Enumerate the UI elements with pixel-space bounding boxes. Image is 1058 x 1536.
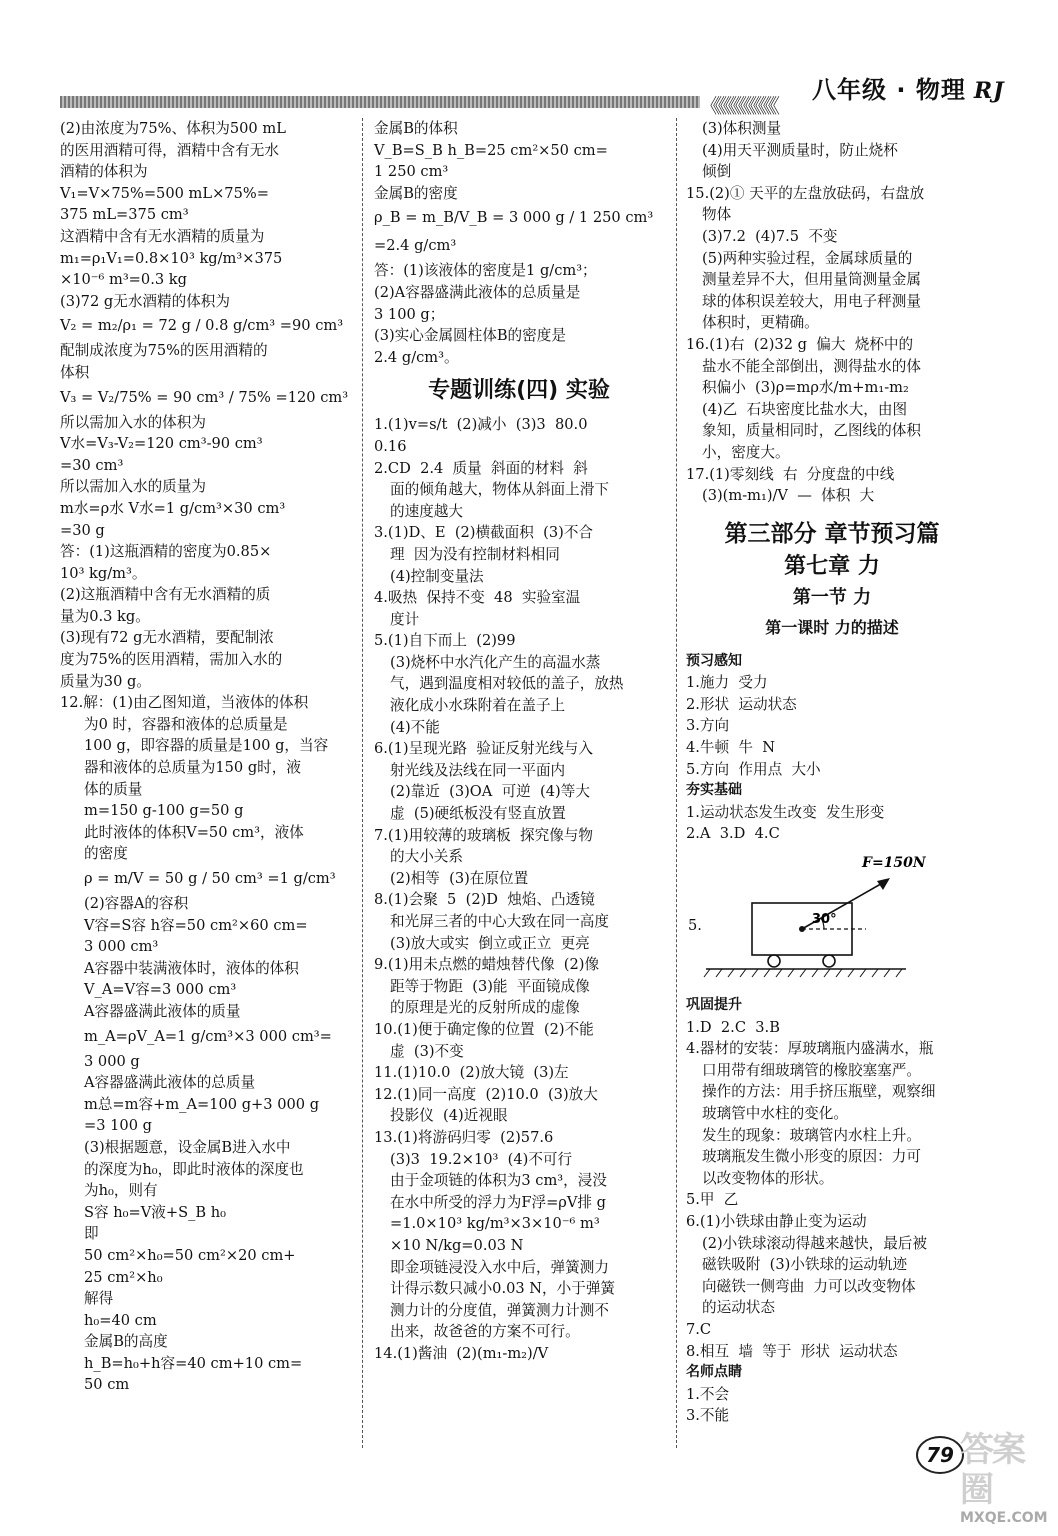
text-line: 在水中所受的浮力为F浮=ρV排 g — [390, 1193, 606, 1211]
text-line: 象知，质量相同时，乙图线的体积 — [702, 422, 921, 440]
text-block — [686, 672, 978, 780]
text-line: 的原理是光的反射所成的虚像 — [390, 999, 580, 1017]
text-line: m₁=ρ₁V₁=0.8×10³ kg/m³×375 — [60, 249, 283, 267]
text-line: 物体 — [702, 206, 732, 224]
text-line: 4.牛顿 牛 N — [686, 739, 776, 757]
text-line: 这酒精中含有无水酒精的质量为 — [60, 227, 265, 245]
text-line: m总=m容+m_A=100 g+3 000 g — [84, 1095, 320, 1113]
text-line: (5)两种实验过程，金属球质量的 — [702, 249, 913, 267]
text-line: 3.(1)D、E (2)横截面积 (3)不合 — [374, 524, 594, 542]
text-line: 测量差异不大，但用量筒测量金属 — [702, 271, 921, 289]
text-line: (3)根据题意，设金属B进入水中 — [84, 1138, 291, 1156]
text-line: 小，密度大。 — [702, 443, 790, 461]
text-line: A容器盛满此液体的总质量 — [84, 1074, 256, 1092]
text-line: =1.0×10³ kg/m³×3×10⁻⁶ m³ — [390, 1215, 600, 1233]
text-line: 球的体积误差较大，用电子秤测量 — [702, 292, 921, 310]
text-line: 以改变物体的形状。 — [702, 1169, 834, 1187]
text-line: 0.16 — [374, 437, 407, 455]
text-line: 的速度越大 — [390, 502, 463, 520]
text-line: (2)容器A的容积 — [84, 895, 189, 912]
text-line: 的运动状态 — [702, 1299, 775, 1317]
label-preview: 预习感知 — [686, 652, 742, 669]
label-teacher-tips: 名师点睛 — [686, 1364, 742, 1381]
label-basics: 夯实基础 — [686, 782, 742, 799]
text-line: 答：(1)这瓶酒精的密度为0.85× — [60, 543, 272, 561]
text-line: 所以需加入水的质量为 — [60, 478, 206, 496]
diagram-number: 5. — [688, 917, 702, 935]
text-line: 4.吸热 保持不变 48 实验室温 — [374, 589, 581, 607]
text-line: (4)控制变量法 — [390, 567, 484, 585]
text-line: 出来，故爸爸的方案不可行。 — [390, 1323, 580, 1341]
text-line: 此时液体的体积V=50 cm³，液体 — [84, 823, 304, 841]
text-line: 即 — [84, 1225, 99, 1243]
text-line: 25 cm²×h₀ — [84, 1268, 163, 1286]
text-line: 的密度 — [84, 845, 128, 863]
lesson-heading: 第一课时 力的描述 — [765, 617, 899, 637]
header-chevrons: 《《《《《《《《《《《《《 — [700, 94, 775, 118]
text-line: 1.不会 — [686, 1385, 730, 1403]
text-block — [686, 802, 978, 845]
text-line: h₀=40 cm — [84, 1311, 157, 1329]
text-line: 的深度为h₀，即此时液体的深度也 — [84, 1160, 304, 1178]
watermark-logo — [960, 1430, 1055, 1530]
text-line: 质量为30 g。 — [60, 672, 151, 690]
text-line: 9.(1)用未点燃的蜡烛替代像 (2)像 — [374, 956, 600, 974]
label-consolidation: 巩固提升 — [686, 997, 742, 1014]
text-line: 14.(1)酱油 (2)(m₁-m₂)/V — [374, 1344, 549, 1362]
text-line: V容=S容 h容=50 cm²×60 cm= — [84, 916, 308, 934]
text-line: 3 000 cm³ — [84, 938, 159, 956]
text-line: 解得 — [84, 1290, 114, 1308]
text-line: 2.CD 2.4 质量 斜面的材料 斜 — [374, 459, 588, 477]
text-line: (2)靠近 (3)OA 可逆 (4)等大 — [390, 783, 590, 801]
edition-label: RJ — [973, 78, 1005, 104]
text-line: 12.解：(1)由乙图知道，当液体的体积 — [60, 694, 309, 712]
text-line: 由于金项链的体积为3 cm³，浸没 — [390, 1172, 607, 1190]
text-line: 3 100 g； — [374, 305, 445, 323]
text-line: 1.施力 受力 — [686, 674, 768, 692]
text-line: 3 000 g — [84, 1052, 140, 1070]
text-line: 3.不能 — [686, 1407, 730, 1425]
text-line: 金属B的密度 — [374, 184, 458, 202]
text-line: 射光线及法线在同一平面内 — [390, 761, 566, 779]
text-line: 4.器材的安装：厚玻璃瓶内盛满水，瓶 — [686, 1040, 934, 1058]
text-line: 体的质量 — [84, 780, 143, 798]
text-line: V水=V₃-V₂=120 cm³-90 cm³ — [60, 435, 263, 453]
section-heading: 专题训练(四) 实验 — [428, 378, 610, 404]
text-line: 2.形状 运动状态 — [686, 695, 797, 713]
text-line: (3)72 g无水酒精的体积为 — [60, 292, 230, 310]
text-line: 2.4 g/cm³。 — [374, 348, 459, 366]
text-line: 体积 — [60, 363, 90, 381]
text-line: 为0 时，容器和液体的总质量是 — [84, 715, 288, 733]
text-line: (3)放大或实 倒立或正立 更亮 — [390, 934, 590, 952]
text-line: 3.方向 — [686, 717, 730, 735]
text-line: 答：(1)该液体的密度是1 g/cm³； — [374, 262, 597, 280]
text-line: 倾倒 — [702, 163, 732, 181]
text-line: 计得示数只减小0.03 N，小于弹簧 — [390, 1280, 616, 1298]
text-line: 距等于物距 (3)能 平面镜成像 — [390, 977, 590, 995]
text-line: 所以需加入水的体积为 — [60, 413, 206, 431]
text-line: 即金项链浸没入水中后，弹簧测力 — [390, 1258, 609, 1276]
wheel-right — [823, 955, 835, 967]
ground-hatch — [704, 969, 902, 977]
text-line: 50 cm²×h₀=50 cm²×20 cm+ — [84, 1246, 296, 1264]
text-line: 15.(2)① 天平的左盘放砝码，右盘放 — [686, 184, 925, 202]
angle-label: 30° — [812, 912, 837, 928]
text-line: 10³ kg/m³。 — [60, 564, 147, 582]
text-line: 7.(1)用较薄的玻璃板 探究像与物 — [374, 826, 593, 844]
text-line: 体积时，更精确。 — [702, 314, 819, 332]
chapter-heading: 第七章 力 — [784, 553, 880, 579]
text-line: (3)3 19.2×10³ (4)不可行 — [390, 1150, 573, 1168]
text-line: 的医用酒精可得，酒精中含有无水 — [60, 141, 279, 159]
text-line: 6.(1)小铁球由静止变为运动 — [686, 1212, 867, 1230]
text-line: (3)现有72 g无水酒精，要配制浓 — [60, 629, 274, 647]
text-line: ×10⁻⁶ m³=0.3 kg — [60, 271, 187, 289]
text-line: 虚 (3)不变 — [390, 1042, 464, 1060]
text-line: 7.C — [686, 1320, 712, 1338]
force-diagram — [686, 845, 978, 995]
text-line: 100 g，即容器的质量是100 g，当容 — [84, 737, 329, 755]
text-line: (2)A容器盛满此液体的总质量是 — [374, 283, 581, 301]
answer-column-left — [60, 118, 350, 1396]
text-block — [686, 1017, 978, 1363]
text-line: 6.(1)呈现光路 验证反射光线与入 — [374, 740, 593, 758]
text-line: 金属B的高度 — [84, 1333, 168, 1351]
force-diagram-svg — [686, 845, 978, 995]
text-line: 理 因为没有控制材料相同 — [390, 545, 560, 563]
text-line: =30 cm³ — [60, 456, 124, 474]
page-number: 79 — [916, 1436, 964, 1474]
text-line: 50 cm — [84, 1376, 130, 1394]
text-line: 玻璃瓶发生微小形变的原因：力可 — [702, 1148, 921, 1166]
text-line: 发生的现象：玻璃管内水柱上升。 — [702, 1126, 921, 1144]
watermark-text: 答案圈 — [960, 1430, 1024, 1510]
text-line: 17.(1)零刻线 右 分度盘的中线 — [686, 465, 895, 483]
text-line: V_B=S_B h_B=25 cm²×50 cm= — [374, 141, 608, 159]
text-line: (4)乙 石块密度比盐水大，由图 — [702, 400, 908, 418]
text-line: 1.D 2.C 3.B — [686, 1018, 780, 1036]
text-line: A容器中装满液体时，液体的体积 — [84, 959, 299, 977]
text-line: (2)相等 (3)在原位置 — [390, 869, 529, 887]
text-line: ρ_B = m_B/V_B = 3 000 g / 1 250 cm³ =2.4 g/cm³ — [374, 209, 658, 255]
text-line: 度为75%的医用酒精，需加入水的 — [60, 651, 283, 669]
header-title: 八年级 · 物理 RJ — [812, 76, 1005, 104]
text-line: 配制成浓度为75%的医用酒精的 — [60, 342, 268, 360]
page-header — [0, 0, 1058, 118]
text-line: 16.(1)右 (2)32 g 偏大 烧杯中的 — [686, 335, 914, 353]
text-line: 虚 (5)硬纸板没有竖直放置 — [390, 805, 566, 823]
arrowhead — [877, 878, 890, 890]
text-block — [686, 118, 978, 507]
header-bar — [60, 96, 700, 108]
force-label: F=150N — [862, 855, 926, 872]
text-line: 积偏小 (3)ρ=mρ水/m+m₁-m₂ — [702, 379, 909, 397]
answer-column-right — [686, 118, 978, 1427]
text-line: V₃ = V₂/75% = 90 cm³ / 75% =120 cm³ — [60, 388, 349, 406]
text-line: 金属B的体积 — [374, 120, 458, 137]
text-line: =3 100 g — [84, 1117, 152, 1135]
text-line: 磁铁吸附 (3)小铁球的运动轨迹 — [702, 1256, 908, 1274]
text-line: (3)烧杯中水汽化产生的高温水蒸 — [390, 653, 601, 671]
text-line: (3)体积测量 — [702, 120, 782, 137]
text-line: 8.(1)会聚 5 (2)D 烛焰、凸透镜 — [374, 891, 595, 909]
text-line: V₁=V×75%=500 mL×75%= — [60, 184, 269, 202]
text-line: h_B=h₀+h容=40 cm+10 cm= — [84, 1354, 303, 1372]
text-line: S容 h₀=V液+S_B h₀ — [84, 1203, 226, 1221]
column-divider — [362, 118, 363, 1448]
text-line: 盐水不能全部倒出，测得盐水的体 — [702, 357, 921, 375]
text-line: 10.(1)便于确定像的位置 (2)不能 — [374, 1020, 594, 1038]
text-line: 的大小关系 — [390, 848, 463, 866]
text-block — [374, 414, 664, 1364]
part-heading: 第三部分 章节预习篇 — [724, 520, 940, 547]
text-line: 液化成小水珠附着在盖子上 — [390, 697, 566, 715]
text-line: 测力计的分度值，弹簧测力计测不 — [390, 1301, 609, 1319]
text-line: 5.(1)自下而上 (2)99 — [374, 632, 516, 650]
text-line: 投影仪 (4)近视眼 — [390, 1107, 508, 1125]
text-line: 11.(1)10.0 (2)放大镜 (3)左 — [374, 1064, 569, 1082]
text-block — [374, 118, 664, 368]
text-line: 气，遇到温度相对较低的盖子，放热 — [390, 675, 624, 693]
watermark-url: MXQE.COM — [960, 1510, 1048, 1526]
text-line: =30 g — [60, 521, 105, 539]
section-heading: 第一节 力 — [792, 586, 872, 608]
text-line: m=150 g-100 g=50 g — [84, 802, 244, 820]
text-line: 8.相互 墙 等于 形状 运动状态 — [686, 1342, 898, 1360]
text-block — [686, 1384, 978, 1427]
text-line: (4)用天平测质量时，防止烧杯 — [702, 141, 898, 159]
text-line: 度计 — [390, 610, 420, 628]
text-line: 1.(1)v=s/t (2)减小 (3)3 80.0 — [374, 416, 588, 434]
text-line: 1 250 cm³ — [374, 163, 449, 181]
text-line: (2)小铁球滚动得越来越快，最后被 — [702, 1234, 927, 1252]
answer-column-middle — [374, 118, 664, 1364]
text-line: 为h₀，则有 — [84, 1182, 158, 1200]
text-line: (3)(m-m₁)/V — 体积 大 — [702, 487, 875, 505]
text-line: 向磁铁一侧弯曲 力可以改变物体 — [702, 1277, 916, 1295]
text-line: 13.(1)将游码归零 (2)57.6 — [374, 1128, 554, 1146]
text-line: 器和液体的总质量为150 g时，液 — [84, 759, 301, 777]
text-line: 面的倾角越大，物体从斜面上滑下 — [390, 481, 609, 499]
text-line: V_A=V容=3 000 cm³ — [84, 981, 237, 999]
text-line: 口用带有细玻璃管的橡胶塞塞严。 — [702, 1061, 921, 1079]
text-line: V₂ = m₂/ρ₁ = 72 g / 0.8 g/cm³ =90 cm³ — [60, 317, 344, 335]
text-line: 12.(1)同一高度 (2)10.0 (3)放大 — [374, 1085, 598, 1103]
text-line: ρ = m/V = 50 g / 50 cm³ =1 g/cm³ — [84, 870, 336, 887]
text-line: 2.A 3.D 4.C — [686, 825, 780, 843]
text-line: 量为0.3 kg。 — [60, 607, 150, 625]
text-line: (2)由浓度为75%、体积为500 mL — [60, 120, 286, 137]
text-line: 1.运动状态发生改变 发生形变 — [686, 803, 885, 821]
text-line: 5.方向 作用点 大小 — [686, 760, 821, 778]
text-line: 375 mL=375 cm³ — [60, 206, 189, 224]
text-line: ×10 N/kg=0.03 N — [390, 1236, 524, 1254]
text-line: (2)这瓶酒精中含有无水酒精的质 — [60, 586, 271, 604]
text-line: (3)7.2 (4)7.5 不变 — [702, 227, 838, 245]
text-line: m水=ρ水 V水=1 g/cm³×30 cm³ — [60, 499, 286, 517]
wheel-left — [768, 955, 780, 967]
text-line: 酒精的体积为 — [60, 163, 148, 181]
text-line: (4)不能 — [390, 718, 440, 736]
column-divider — [676, 118, 677, 1448]
text-line: (3)实心金属圆柱体B的密度是 — [374, 327, 566, 345]
text-line: 操作的方法：用手挤压瓶壁，观察细 — [702, 1083, 936, 1101]
text-line: 5.甲 乙 — [686, 1191, 739, 1209]
text-line: m_A=ρV_A=1 g/cm³×3 000 cm³= — [84, 1027, 332, 1045]
text-line: A容器盛满此液体的质量 — [84, 1002, 241, 1020]
text-line: 玻璃管中水柱的变化。 — [702, 1105, 848, 1122]
text-line: 和光屏三者的中心大致在同一高度 — [390, 913, 609, 930]
